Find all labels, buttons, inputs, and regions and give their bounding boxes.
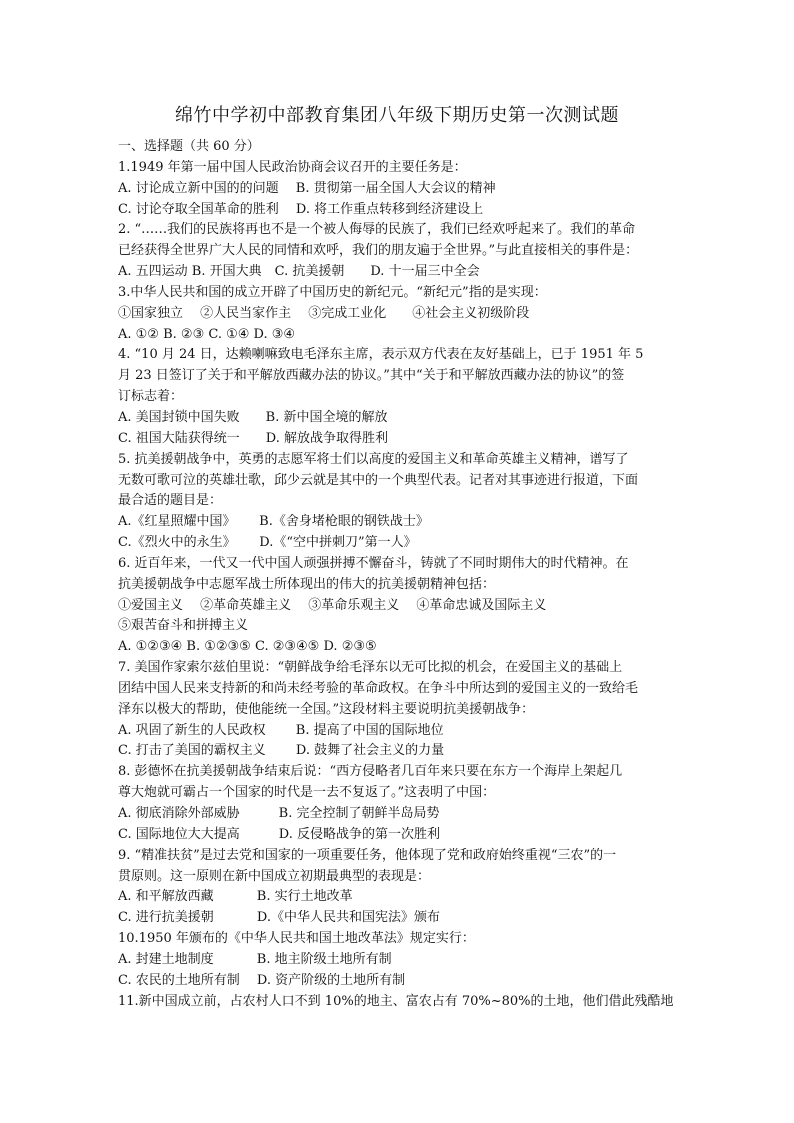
question-3: 3.中华人民共和国的成立开辟了中国历史的新纪元。“新纪元”指的是实现：	[118, 284, 547, 300]
question-9-line-2: 贯原则。这一原则在新中国成立初期最典型的表现是：	[118, 868, 431, 884]
question-6-line-2: 抗美援朝战争中志愿军战士所体现出的伟大的抗美援朝精神包括：	[118, 576, 496, 592]
options-6: A. ①②③④ B. ①②③⑤ C. ②③④⑤ D. ②③⑤	[118, 639, 377, 655]
question-7-line-2: 团结中国人民来支持新的和尚未经考验的革命政权。在争斗中所达到的爱国主义的一致给毛	[118, 680, 639, 696]
question-5-line-3: 最合适的题目是：	[118, 493, 223, 509]
options-9-ab: A. 和平解放西藏 B. 实行土地改革	[118, 889, 353, 905]
options-4-cd: C. 祖国大陆获得统一 D. 解放战争取得胜利	[118, 430, 388, 446]
exam-content	[118, 137, 683, 1012]
question-7-line-1: 7. 美国作家索尔兹伯里说：“朝鲜战争给毛泽东以无可比拟的机会，在爱国主义的基础上	[118, 660, 623, 676]
options-10-ab: A. 封建土地制度 B. 地主阶级土地所有制	[118, 951, 392, 967]
options-10-cd: C. 农民的土地所有制 D. 资产阶级的土地所有制	[118, 972, 406, 988]
question-6-items-2: ⑤艰苦奋斗和拼搏主义	[118, 618, 249, 634]
options-4-ab: A. 美国封锁中国失败 B. 新中国全境的解放	[118, 409, 388, 425]
question-1: 1.1949 年第一届中国人民政治协商会议召开的主要任务是：	[118, 159, 467, 175]
question-11-line-1: 11.新中国成立前，占农村人口不到 10%的地主、富农占有 70%~80%的土地，他们借此残酷地	[118, 993, 674, 1009]
page-title: 绵竹中学初中部教育集团八年级下期历史第一次测试题	[175, 105, 619, 126]
question-6-items-1: ①爱国主义 ②革命英雄主义 ③革命乐观主义 ④革命忠诚及国际主义	[118, 597, 547, 613]
options-7-ab: A. 巩固了新生的人民政权 B. 提高了中国的国际地位	[118, 722, 444, 738]
question-5-line-2: 无数可歌可泣的英雄壮歌，邱少云就是其中的一个典型代表。记者对其事迹进行报道，下面	[118, 472, 639, 488]
question-2-line-1: 2. “……我们的民族将再也不是一个被人侮辱的民族了，我们已经欢呼起来了。我们的革命	[118, 222, 636, 238]
options-3: A. ①② B. ②③ C. ①④ D. ③④	[118, 326, 296, 342]
options-7-cd: C. 打击了美国的霸权主义 D. 鼓舞了社会主义的力量	[118, 743, 445, 759]
question-4-line-2: 月 23 日签订了关于和平解放西藏办法的协议。”其中“关于和平解放西藏办法的协议”的签	[118, 368, 625, 384]
options-5-cd: C.《烈火中的永生》 D.《“空中拼刺刀”第一人》	[118, 535, 417, 551]
question-2-line-2: 已经获得全世界广大人民的同情和欢呼，我们的朋友遍于全世界。”与此直接相关的事件是：	[118, 243, 639, 259]
options-9-cd: C. 进行抗美援朝 D.《中华人民共和国宪法》颁布	[118, 910, 440, 926]
question-9-line-1: 9. “精准扶贫”是过去党和国家的一项重要任务，他体现了党和政府始终重视“三农”的一	[118, 847, 617, 863]
question-6-line-1: 6. 近百年来，一代又一代中国人顽强拼搏不懈奋斗，铸就了不同时期伟大的时代精神。在	[118, 555, 629, 571]
options-2: A. 五四运动 B. 开国大典 C. 抗美援朝 D. 十一届三中全会	[118, 264, 480, 280]
question-10: 10.1950 年颁布的《中华人民共和国土地改革法》规定实行：	[118, 931, 475, 947]
question-8-line-1: 8. 彭德怀在抗美援朝战争结束后说：“西方侵略者几百年来只要在东方一个海岸上架起几	[118, 764, 623, 780]
options-1-ab: A. 讨论成立新中国的的问题 B. 贯彻第一届全国人大会议的精神	[118, 180, 496, 196]
question-4-line-1: 4. “10 月 24 日，达赖喇嘛致电毛泽东主席，表示双方代表在友好基础上，已于 1951 年 5	[118, 347, 644, 363]
options-8-ab: A. 彻底消除外部威胁 B. 完全控制了朝鲜半岛局势	[118, 806, 440, 821]
options-5-ab: A.《红星照耀中国》 B.《舍身堵枪眼的钢铁战士》	[118, 514, 429, 530]
question-7-line-3: 泽东以极大的帮助，使他能统一全国。”这段材料主要说明抗美援朝战争：	[118, 701, 535, 717]
options-8-cd: C. 国际地位大大提高 D. 反侵略战争的第一次胜利	[118, 826, 440, 842]
section-heading: 一、选择题（共 60 分）	[118, 139, 260, 154]
question-5-line-1: 5. 抗美援朝战争中，英勇的志愿军将士们以高度的爱国主义和革命英雄主义精神，谱写了	[118, 451, 629, 467]
question-3-items: ①国家独立 ②人民当家作主 ③完成工业化 ④社会主义初级阶段	[118, 305, 530, 321]
question-4-line-3: 订标志着：	[118, 389, 184, 405]
question-8-line-2: 尊大炮就可霸占一个国家的时代是一去不复返了。”这表明了中国：	[118, 785, 496, 801]
options-1-cd: C. 讨论夺取全国革命的胜利 D. 将工作重点转移到经济建设上	[118, 201, 484, 217]
